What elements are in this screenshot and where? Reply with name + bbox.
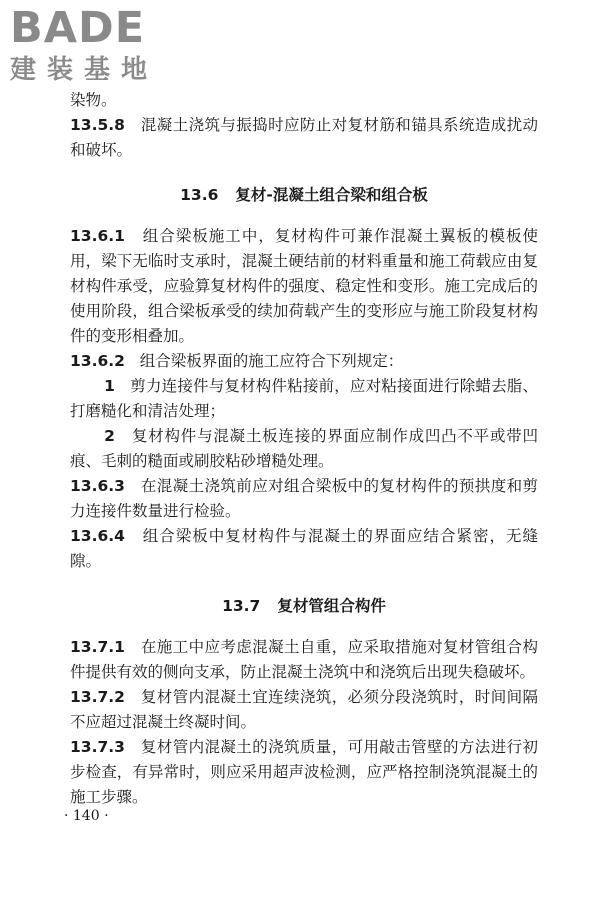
item-number: 1 xyxy=(104,377,115,395)
logo-subtitle: 建装基地 xyxy=(10,55,159,85)
clause-number: 13.6.3 xyxy=(70,477,125,495)
clause-text: 组合梁板界面的施工应符合下列规定： xyxy=(139,352,404,370)
watermark-logo xyxy=(10,4,175,88)
list-item-1 xyxy=(70,374,538,424)
section-heading-13-7 xyxy=(70,594,538,619)
clause-13-6-3 xyxy=(70,474,538,524)
clause-number: 13.5.8 xyxy=(70,116,125,134)
item-text: 复材构件与混凝土板连接的界面应制作成凹凸不平或带凹痕、毛刺的糙面或刷胶粘砂增糙处理。 xyxy=(70,427,538,470)
clause-13-7-1 xyxy=(70,635,538,685)
clause-text: 组合梁板中复材构件与混凝土的界面应结合紧密，无缝隙。 xyxy=(70,527,539,570)
clause-13-7-2 xyxy=(70,685,538,735)
item-number: 2 xyxy=(104,427,115,445)
clause-number: 13.6.2 xyxy=(70,352,125,370)
logo-word: BADE xyxy=(10,3,146,53)
page-number: · 140 · xyxy=(64,808,109,824)
clause-text: 在施工中应考虑混凝土自重，应采取措施对复材管组合构件提供有效的侧向支承，防止混凝土浇筑中和浇筑后出现失稳破坏。 xyxy=(70,638,538,681)
page-body xyxy=(70,88,538,810)
list-item-2 xyxy=(70,424,538,474)
clause-text: 复材管内混凝土的浇筑质量，可用敲击管壁的方法进行初步检查，有异常时，则应采用超声波检测，应严格控制浇筑混凝土的施工步骤。 xyxy=(70,738,538,806)
clause-text: 组合梁板施工中，复材构件可兼作混凝土翼板的模板使用，梁下无临时支承时，混凝土硬结前的材料重量和施工荷载应由复材构件承受，应验算复材构件的强度、稳定性和变形。施工完成后的使用阶段，组合梁板承受的续加荷载产生的变形应与施工阶段复材构件的变形相叠加。 xyxy=(70,227,539,345)
clause-text: 在混凝土浇筑前应对组合梁板中的复材构件的预拱度和剪力连接件数量进行检验。 xyxy=(70,477,538,520)
section-number: 13.6 xyxy=(180,186,219,204)
clause-number: 13.7.1 xyxy=(70,638,125,656)
clause-13-7-3 xyxy=(70,735,538,810)
section-title: 复材管组合构件 xyxy=(277,597,386,615)
paragraph-continuation: 染物。 xyxy=(70,91,117,109)
clause-text: 混凝土浇筑与振捣时应防止对复材筋和锚具系统造成扰动和破坏。 xyxy=(70,116,538,159)
section-heading-13-6 xyxy=(70,183,538,208)
section-title: 复材-混凝土组合梁和组合板 xyxy=(235,186,428,204)
clause-number: 13.6.4 xyxy=(70,527,125,545)
clause-13-6-2 xyxy=(70,349,538,374)
item-text: 剪力连接件与复材构件粘接前，应对粘接面进行除蜡去脂、打磨糙化和清洁处理； xyxy=(70,377,538,420)
clause-text: 复材管内混凝土宜连续浇筑，必须分段浇筑时，时间间隔不应超过混凝土终凝时间。 xyxy=(70,688,538,731)
clause-number: 13.7.3 xyxy=(70,738,125,756)
clause-13-6-1 xyxy=(70,224,538,349)
clause-number: 13.7.2 xyxy=(70,688,125,706)
section-number: 13.7 xyxy=(222,597,261,615)
clause-13-6-4 xyxy=(70,524,538,574)
clause-13-5-8 xyxy=(70,113,538,163)
clause-number: 13.6.1 xyxy=(70,227,125,245)
